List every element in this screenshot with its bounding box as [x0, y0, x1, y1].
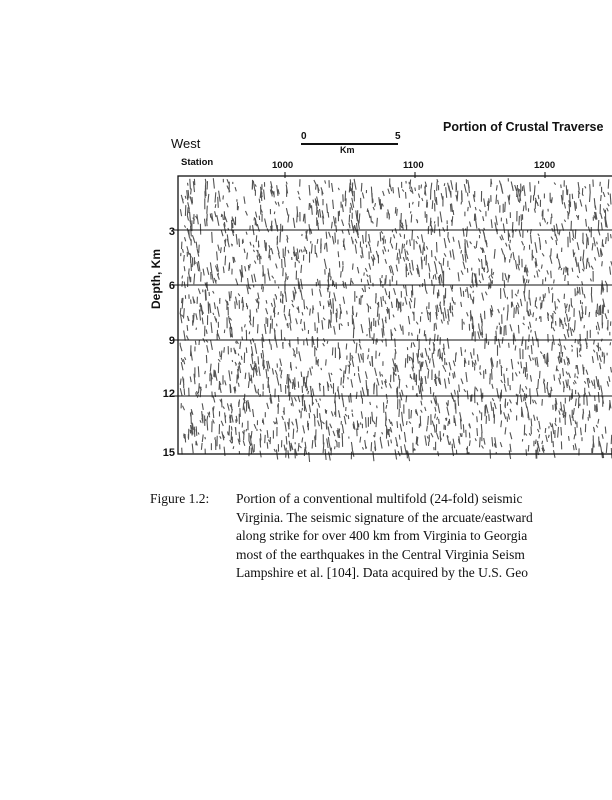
caption-line: along strike for over 400 km from Virginia to Georgia: [236, 528, 528, 543]
caption-line: Virginia. The seismic signature of the arcuate/eastward: [236, 509, 533, 525]
station-tick-label: 1100: [403, 160, 424, 171]
figure-title: Portion of Crustal Traverse: [443, 120, 604, 134]
caption-line: most of the earthquakes in the Central Virginia Seism: [236, 546, 525, 562]
figure-caption: [150, 490, 533, 583]
scale-bar-unit: Km: [340, 145, 355, 155]
depth-tick-label: 3: [168, 226, 175, 238]
scale-bar-end: 5: [395, 131, 401, 142]
depth-tick-label: 9: [168, 335, 175, 347]
depth-axis-label: Depth, Km: [149, 249, 163, 309]
caption-line: Lampshire et al. [104]. Data acquired by the U.S. Geo: [236, 565, 529, 580]
station-tick-label: 1200: [534, 160, 556, 171]
scale-bar-start: 0: [301, 131, 307, 142]
station-tick-label: 1000: [272, 160, 294, 171]
depth-tick-label: 15: [162, 447, 175, 459]
caption-label: Figure 1.2:: [150, 491, 210, 506]
seismic-trace-marks: [180, 178, 612, 462]
west-label: West: [171, 136, 201, 151]
station-label: Station: [181, 157, 214, 168]
depth-tick-label: 6: [168, 280, 175, 292]
section-frame: [178, 176, 612, 454]
seismic-reflection-texture: [180, 178, 612, 462]
depth-tick-label: 12: [162, 388, 175, 400]
caption-line: Portion of a conventional multifold (24-fold) seismic: [236, 491, 523, 506]
